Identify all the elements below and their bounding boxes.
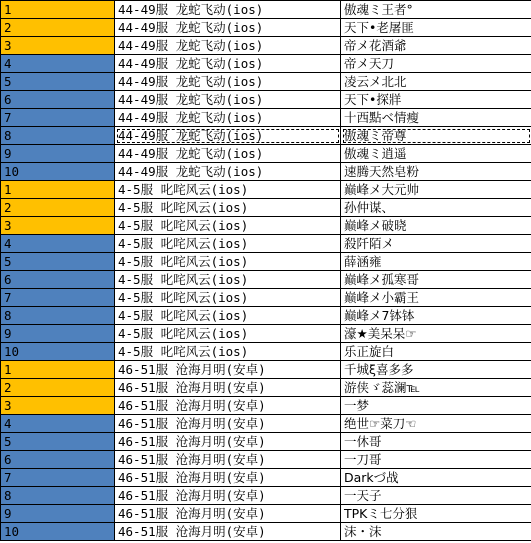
rank-cell[interactable]: 9 xyxy=(1,145,115,163)
server-cell[interactable]: 4-5服 叱咤风云(ios) xyxy=(115,289,341,307)
table-row xyxy=(1,145,531,163)
table-row xyxy=(1,109,531,127)
player-name-cell[interactable]: 千城ξ喜多多 xyxy=(341,361,531,379)
server-cell[interactable]: 4-5服 叱咤风云(ios) xyxy=(115,271,341,289)
ranking-table-body xyxy=(1,1,531,541)
server-cell[interactable]: 44-49服 龙蛇飞动(ios) xyxy=(115,19,341,37)
table-row xyxy=(1,343,531,361)
server-cell[interactable]: 46-51服 沧海月明(安卓) xyxy=(115,361,341,379)
player-name-cell[interactable]: 巅峰メ破晓 xyxy=(341,217,531,235)
player-name-cell[interactable]: 帝メ天刀 xyxy=(341,55,531,73)
rank-cell[interactable]: 7 xyxy=(1,469,115,487)
rank-cell[interactable]: 1 xyxy=(1,1,115,19)
table-row xyxy=(1,415,531,433)
player-name-cell[interactable]: 十西點ベ情瘦 xyxy=(341,109,531,127)
table-row xyxy=(1,505,531,523)
table-row xyxy=(1,37,531,55)
server-cell[interactable]: 4-5服 叱咤风云(ios) xyxy=(115,217,341,235)
player-name-cell[interactable]: ΤΡΚミ七分狠 xyxy=(341,505,531,523)
table-row xyxy=(1,163,531,181)
server-cell[interactable]: 46-51服 沧海月明(安卓) xyxy=(115,433,341,451)
table-row xyxy=(1,307,531,325)
server-cell[interactable]: 44-49服 龙蛇飞动(ios) xyxy=(115,1,341,19)
server-cell[interactable]: 4-5服 叱咤风云(ios) xyxy=(115,253,341,271)
player-name-cell[interactable]: 天下•探牂 xyxy=(341,91,531,109)
player-name-cell[interactable]: 一刀哥 xyxy=(341,451,531,469)
player-name-cell[interactable]: Darkづ战 xyxy=(341,469,531,487)
table-row xyxy=(1,397,531,415)
table-row xyxy=(1,253,531,271)
table-row xyxy=(1,235,531,253)
rank-cell[interactable]: 3 xyxy=(1,37,115,55)
server-cell[interactable]: 44-49服 龙蛇飞动(ios) xyxy=(115,127,341,145)
player-name-cell[interactable]: 一休哥 xyxy=(341,433,531,451)
rank-cell[interactable]: 4 xyxy=(1,55,115,73)
player-name-cell[interactable]: 巅峰メ孤寒哥 xyxy=(341,271,531,289)
player-name-cell[interactable]: 凌云メ北北 xyxy=(341,73,531,91)
server-cell[interactable]: 4-5服 叱咤风云(ios) xyxy=(115,343,341,361)
table-row xyxy=(1,73,531,91)
rank-cell[interactable]: 10 xyxy=(1,343,115,361)
server-cell[interactable]: 44-49服 龙蛇飞动(ios) xyxy=(115,37,341,55)
rank-cell[interactable]: 10 xyxy=(1,163,115,181)
player-name-cell[interactable]: 一梦 xyxy=(341,397,531,415)
table-row xyxy=(1,523,531,541)
table-row xyxy=(1,91,531,109)
rank-cell[interactable]: 7 xyxy=(1,109,115,127)
rank-cell[interactable]: 8 xyxy=(1,307,115,325)
rank-cell[interactable]: 3 xyxy=(1,217,115,235)
rank-cell[interactable]: 6 xyxy=(1,451,115,469)
player-name-cell[interactable]: 巅峰メ小霸王 xyxy=(341,289,531,307)
server-cell[interactable]: 46-51服 沧海月明(安卓) xyxy=(115,469,341,487)
server-cell[interactable]: 4-5服 叱咤风云(ios) xyxy=(115,325,341,343)
table-row xyxy=(1,55,531,73)
table-row xyxy=(1,289,531,307)
rank-cell[interactable]: 6 xyxy=(1,91,115,109)
player-name-cell[interactable]: 绝世☞菜刀☜ xyxy=(341,415,531,433)
server-cell[interactable]: 4-5服 叱咤风云(ios) xyxy=(115,307,341,325)
table-row xyxy=(1,181,531,199)
server-cell[interactable]: 44-49服 龙蛇飞动(ios) xyxy=(115,91,341,109)
rank-cell[interactable]: 10 xyxy=(1,523,115,541)
server-cell[interactable]: 4-5服 叱咤风云(ios) xyxy=(115,235,341,253)
player-name-cell[interactable]: 帝メ花酒爺 xyxy=(341,37,531,55)
server-cell[interactable]: 46-51服 沧海月明(安卓) xyxy=(115,487,341,505)
rank-cell[interactable]: 3 xyxy=(1,397,115,415)
server-cell[interactable]: 46-51服 沧海月明(安卓) xyxy=(115,379,341,397)
server-cell[interactable]: 44-49服 龙蛇飞动(ios) xyxy=(115,73,341,91)
table-row xyxy=(1,433,531,451)
player-name-cell[interactable]: 游侠ゞ蕊澜℡ xyxy=(341,379,531,397)
table-row xyxy=(1,361,531,379)
table-row xyxy=(1,469,531,487)
table-row xyxy=(1,379,531,397)
player-name-cell[interactable]: 巅峰メ7钵钵 xyxy=(341,307,531,325)
rank-cell[interactable]: 8 xyxy=(1,127,115,145)
table-row xyxy=(1,325,531,343)
player-name-cell[interactable]: 殺阡陌メ xyxy=(341,235,531,253)
server-cell[interactable]: 44-49服 龙蛇飞动(ios) xyxy=(115,145,341,163)
player-name-cell[interactable]: 天下•老屠匪 xyxy=(341,19,531,37)
rank-cell[interactable]: 2 xyxy=(1,379,115,397)
table-row xyxy=(1,271,531,289)
rank-cell[interactable]: 9 xyxy=(1,325,115,343)
rank-cell[interactable]: 5 xyxy=(1,73,115,91)
rank-cell[interactable]: 7 xyxy=(1,289,115,307)
player-name-cell[interactable]: 傲魂ミ帝尊 xyxy=(341,127,531,145)
table-row xyxy=(1,19,531,37)
server-cell[interactable]: 4-5服 叱咤风云(ios) xyxy=(115,199,341,217)
table-row xyxy=(1,127,531,145)
rank-cell[interactable]: 2 xyxy=(1,199,115,217)
server-cell[interactable]: 46-51服 沧海月明(安卓) xyxy=(115,505,341,523)
table-row xyxy=(1,487,531,505)
table-row xyxy=(1,199,531,217)
server-cell[interactable]: 46-51服 沧海月明(安卓) xyxy=(115,523,341,541)
server-cell[interactable]: 44-49服 龙蛇飞动(ios) xyxy=(115,163,341,181)
player-name-cell[interactable]: 乐正旋白 xyxy=(341,343,531,361)
player-name-cell[interactable]: 傲魂ミ逍遥 xyxy=(341,145,531,163)
rank-cell[interactable]: 9 xyxy=(1,505,115,523)
server-cell[interactable]: 4-5服 叱咤风云(ios) xyxy=(115,181,341,199)
player-name-cell[interactable]: 薛涵雍 xyxy=(341,253,531,271)
server-cell[interactable]: 46-51服 沧海月明(安卓) xyxy=(115,415,341,433)
rank-cell[interactable]: 8 xyxy=(1,487,115,505)
server-cell[interactable]: 44-49服 龙蛇飞动(ios) xyxy=(115,109,341,127)
server-cell[interactable]: 46-51服 沧海月明(安卓) xyxy=(115,397,341,415)
table-row xyxy=(1,1,531,19)
server-cell[interactable]: 44-49服 龙蛇飞动(ios) xyxy=(115,55,341,73)
rank-cell[interactable]: 2 xyxy=(1,19,115,37)
player-name-cell[interactable]: 沫・沫 xyxy=(341,523,531,541)
rank-cell[interactable]: 1 xyxy=(1,181,115,199)
player-name-cell[interactable]: 速腾天然皂粉 xyxy=(341,163,531,181)
rank-cell[interactable]: 1 xyxy=(1,361,115,379)
rank-cell[interactable]: 5 xyxy=(1,253,115,271)
rank-cell[interactable]: 4 xyxy=(1,235,115,253)
player-name-cell[interactable]: 孙仲谋、 xyxy=(341,199,531,217)
table-row xyxy=(1,217,531,235)
player-name-cell[interactable]: 巅峰メ大元帅 xyxy=(341,181,531,199)
rank-cell[interactable]: 5 xyxy=(1,433,115,451)
table-row xyxy=(1,451,531,469)
server-cell[interactable]: 46-51服 沧海月明(安卓) xyxy=(115,451,341,469)
player-name-cell[interactable]: 濠★美呆呆☞ xyxy=(341,325,531,343)
player-name-cell[interactable]: 一天子 xyxy=(341,487,531,505)
player-name-cell[interactable]: 傲魂ミ王者° xyxy=(341,1,531,19)
rank-cell[interactable]: 6 xyxy=(1,271,115,289)
rank-cell[interactable]: 4 xyxy=(1,415,115,433)
